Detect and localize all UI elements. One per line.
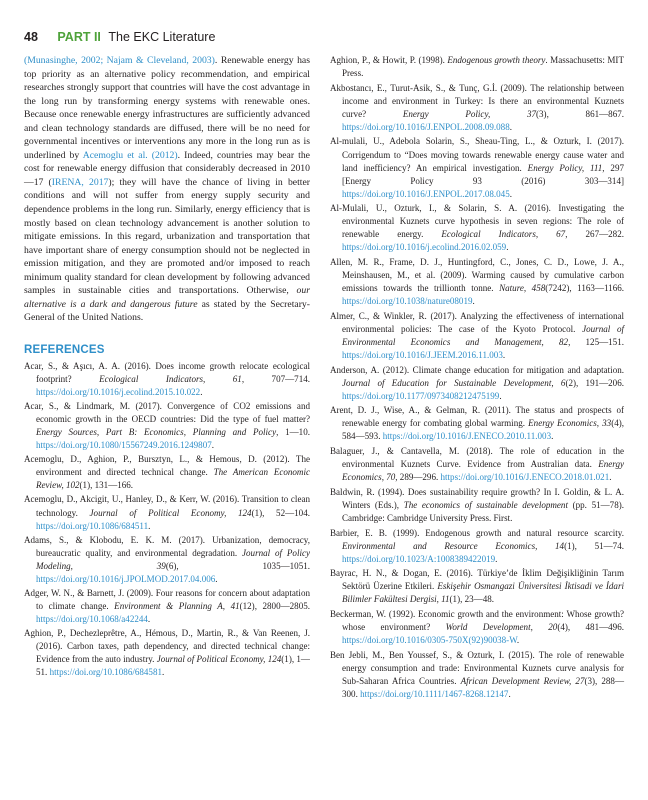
reference-entry bbox=[330, 135, 624, 200]
reference-text: . bbox=[211, 440, 215, 451]
reference-entry bbox=[330, 404, 624, 443]
body-paragraph bbox=[24, 54, 310, 325]
reference-text: (4), 584—593. bbox=[342, 418, 624, 442]
reference-text: Bayrac, H. N., & Dogan, E. (2016). Türkiye’de İklim Değişikliğinin Tarım Sektörü Üzerine Etkileri. bbox=[330, 568, 624, 592]
citation-link[interactable]: (Munasinghe, 2002; Najam & Cleveland, 2003) bbox=[24, 55, 215, 66]
reference-text: , 707—714. bbox=[241, 374, 310, 385]
journal-title: Endogenous growth theory bbox=[447, 55, 546, 65]
doi-link[interactable]: https://doi.org/10.1016/J.ENPOL.2008.09.088 bbox=[342, 121, 510, 132]
reference-text: (1), 1—51. bbox=[36, 654, 310, 678]
reference-entry bbox=[330, 567, 624, 606]
reference-text: . bbox=[509, 121, 512, 132]
journal-title: Energy Policy, 37 bbox=[402, 108, 537, 119]
doi-link[interactable]: https://doi.org/10.1068/a42244 bbox=[36, 613, 148, 624]
journal-title: Environmental and Resource Economics, 14 bbox=[342, 540, 565, 551]
journal-title: Nature, 458 bbox=[499, 283, 546, 294]
reference-text: . bbox=[609, 472, 612, 483]
reference-entry bbox=[330, 54, 624, 80]
body-text: . Indeed, countries may bear the cost for renewable energy diffusion that considerably decreased in 2010—17 ( bbox=[24, 149, 310, 188]
reference-text: (pp. 51—78). Cambridge: Cambridge University Press. First. bbox=[342, 499, 625, 523]
reference-text: Acar, S., & Aşıcı, A. A. (2016). Does income growth relocate ecological footprint? bbox=[24, 360, 310, 385]
journal-title: Environment & Planning A, 41 bbox=[114, 600, 240, 611]
body-text: as stated by the Secretary-General of the United Nations. bbox=[24, 298, 310, 324]
reference-text: . bbox=[499, 390, 502, 401]
reference-text: (1), 51—74. bbox=[564, 540, 624, 551]
reference-text: . Massachusetts: MIT Press. bbox=[342, 55, 624, 79]
reference-text: Balaguer, J., & Cantavella, M. (2018). The role of education in the environmental Kuznets Curve. Evidence from Australian data. bbox=[330, 446, 624, 470]
journal-title: Journal of Environmental Economics and Management, 82 bbox=[342, 323, 624, 347]
reference-entry bbox=[330, 527, 624, 566]
reference-text: Anderson, A. (2012). Climate change education for mitigation and adaptation. bbox=[330, 364, 624, 375]
references-heading: REFERENCES bbox=[24, 343, 105, 356]
reference-entry bbox=[330, 364, 624, 403]
reference-text: Adams, S., & Klobodu, E. K. M. (2017). Urbanization, democracy, bureaucratic quality, and environmental degradation. bbox=[24, 534, 310, 558]
reference-text: (2), 191—206. bbox=[565, 377, 624, 388]
reference-text: (1), 131—166. bbox=[79, 480, 134, 491]
reference-entry bbox=[24, 587, 310, 626]
doi-link[interactable]: https://doi.org/10.1111/1467-8268.12147 bbox=[360, 688, 509, 699]
reference-text: Allen, M. R., Frame, D. J., Huntingford, C., Jones, C. D., Lowe, J. A., Meinshausen, M., et al. (2009). Warming caused by cumulative carbon emissions towards the trillionth tonne. bbox=[330, 257, 624, 294]
reference-entry bbox=[24, 627, 310, 679]
reference-text: . bbox=[215, 573, 218, 584]
reference-text: , 297 [Energy Policy 93 (2016) 303—314] bbox=[342, 162, 624, 186]
reference-text: . bbox=[502, 350, 506, 360]
reference-text: Baldwin, R. (1994). Does sustainability require growth? In I. Goldin, & L. A. Winters (Eds.), bbox=[330, 486, 624, 510]
reference-entry bbox=[330, 82, 624, 134]
reference-entry bbox=[24, 493, 310, 532]
reference-text: Aghion, P., & Howit, P. (1998). bbox=[330, 55, 448, 65]
part-label: PART II bbox=[57, 30, 101, 44]
reference-text: Acemoglu, D., Aghion, P., Bursztyn, L., & Hemous, D. (2012). The environment and directed technical change. bbox=[24, 454, 310, 478]
reference-text: Acemoglu, D., Akcigit, U., Hanley, D., & Kerr, W. (2016). Transition to clean technology. bbox=[24, 494, 310, 518]
reference-text: (4), 481—496. bbox=[557, 622, 624, 633]
reference-text: (7242), 1163—1166. bbox=[545, 283, 625, 294]
reference-text: Almer, C., & Winkler, R. (2017). Analyzing the effectiveness of international environmental policies: The case of the Kyoto Protocol. bbox=[330, 310, 624, 334]
doi-link[interactable]: https://doi.org/10.1086/684581 bbox=[49, 667, 163, 678]
citation-link[interactable]: IRENA, 2017 bbox=[51, 176, 109, 188]
reference-entry bbox=[24, 534, 310, 586]
doi-link[interactable]: https://doi.org/10.1177/0973408212475199 bbox=[342, 390, 500, 401]
reference-text: Aghion, P., Dechezleprêtre, A., Hémous, D., Martin, R., & Van Reenen, J. (2016). Carbon taxes, path dependency, and directed technical change: Evidence from the auto industry. bbox=[24, 627, 310, 665]
reference-text: (12), 2800—2805. bbox=[239, 600, 310, 611]
journal-title: World Development, 20 bbox=[445, 622, 558, 633]
reference-text: , 289—296. bbox=[395, 472, 441, 483]
reference-entry bbox=[330, 608, 624, 647]
page-header bbox=[24, 30, 215, 44]
reference-text: . bbox=[200, 387, 203, 398]
doi-link[interactable]: https://doi.org/10.1016/j.JPOLMOD.2017.04.006 bbox=[36, 573, 216, 584]
reference-text: (3), 288—300. bbox=[342, 675, 624, 699]
reference-text: Arent, D. J., Wise, A., & Gelman, R. (2011). The status and prospects of renewable energy for combating global warming. bbox=[330, 405, 624, 429]
citation-link[interactable]: Acemoglu et al. (2012) bbox=[82, 149, 178, 161]
reference-entry bbox=[330, 445, 624, 484]
references-list-right bbox=[330, 54, 624, 701]
reference-text: (3), 861—867. bbox=[536, 108, 625, 119]
reference-entry bbox=[24, 400, 310, 452]
reference-entry bbox=[24, 360, 310, 399]
reference-text: . bbox=[508, 688, 511, 699]
doi-link[interactable]: https://doi.org/10.1016/J.JEEM.2016.11.003 bbox=[342, 350, 503, 360]
reference-entry bbox=[330, 649, 624, 701]
reference-text: Al-Mulali, U., Ozturk, I., & Solarin, S. A. (2016). Investigating the environmental Kuznets curve hypothesis in seven regions: The role of renewable energy. bbox=[330, 203, 624, 240]
doi-link[interactable]: https://doi.org/10.1016/J.ENECO.2010.11.003 bbox=[382, 431, 552, 442]
journal-title: Journal of Education for Sustainable Development, 6 bbox=[342, 377, 566, 388]
reference-entry bbox=[330, 202, 624, 254]
journal-title: Energy Economics, 33 bbox=[528, 418, 612, 429]
reference-text: . bbox=[147, 613, 151, 624]
reference-text: . bbox=[506, 242, 509, 253]
reference-text: . bbox=[472, 296, 475, 307]
reference-text: Acar, S., & Lindmark, M. (2017). Convergence of CO2 emissions and economic growth in the OECD countries: Did the type of fuel matter? bbox=[24, 401, 310, 425]
reference-entry bbox=[330, 310, 624, 362]
journal-title: African Development Review, 27 bbox=[460, 675, 585, 686]
reference-text: , 125—151. bbox=[568, 336, 624, 347]
journal-title: The American Economic Review, 102 bbox=[36, 467, 310, 491]
journal-title: The economics of sustainable development bbox=[403, 499, 568, 510]
journal-title: Ecological Indicators, 61 bbox=[99, 374, 242, 385]
doi-link[interactable]: https://doi.org/10.1016/J.ENECO.2018.01.021 bbox=[440, 472, 610, 483]
reference-text: , 1—10. bbox=[276, 427, 310, 438]
reference-text: Beckerman, W. (1992). Economic growth and the environment: Whose growth? whose environment? bbox=[330, 609, 624, 633]
reference-text: Ben Jebli, M., Ben Youssef, S., & Ozturk, I. (2015). The role of renewable energy consumption and trade: Environmental Kuznets curve analysis for Sub-Saharan Africa Countries. bbox=[330, 649, 624, 686]
body-text: . Renewable energy has top priority as an alternative policy recommendation, and empirical researches strongly support that countries will have the cost advantage in the long run by transforming energy systems with renewable ones. Because once renewable energy infrastructures are sufficiently advanced and clean technology standards are diffused, there will be no need for governmental incentives or interventions any more in the long run as is underlined by bbox=[24, 55, 310, 161]
doi-link[interactable]: https://doi.org/10.1016/j.ecolind.2015.10.022 bbox=[36, 387, 201, 398]
page-number: 48 bbox=[24, 30, 38, 44]
reference-text: . bbox=[516, 635, 520, 646]
doi-link[interactable]: https://doi.org/10.1016/j.ecolind.2016.02.059 bbox=[342, 242, 507, 253]
journal-title: Journal of Policy Modeling, 39 bbox=[36, 547, 310, 571]
reference-text: . bbox=[148, 520, 151, 531]
emphasis-text: our alternative is a dark and dangerous future bbox=[24, 285, 310, 310]
doi-link[interactable]: https://doi.org/10.1016/J.ENPOL.2017.08.045 bbox=[342, 188, 510, 199]
reference-text: . bbox=[509, 188, 512, 199]
reference-text: Barbier, E. B. (1999). Endogenous growth and natural resource scarcity. bbox=[330, 527, 624, 538]
reference-entry bbox=[330, 486, 624, 525]
reference-text: Al-mulali, U., Adebola Solarin, S., Sheau-Ting, L., & Ozturk, I. (2017). Corrigendum to “Does moving towards renewable energy cause water and land inefficiency? An empirical investigation. bbox=[330, 136, 624, 173]
left-column bbox=[24, 54, 310, 680]
journal-title: Ecological Indicators, 67 bbox=[441, 229, 566, 240]
references-list-left bbox=[24, 360, 310, 679]
reference-entry bbox=[330, 256, 624, 308]
book-title: The EKC Literature bbox=[108, 30, 216, 44]
journal-title: Energy Sources, Part B: Economics, Planning and Policy bbox=[36, 427, 277, 438]
reference-entry bbox=[24, 453, 310, 492]
journal-title: Journal of Political Economy, 124 bbox=[156, 654, 282, 665]
reference-text: Adger, W. N., & Barnett, J. (2009). Four reasons for concern about adaptation to climate change. bbox=[24, 587, 310, 611]
reference-text: Akbostancı, E., Turut-Asik, S., & Tunç, G.İ. (2009). The relationship between income and environment in Turkey: Is there an environmental Kuznets curve? bbox=[330, 82, 624, 119]
journal-title: Eskişehir Osmangazi Üniversitesi İktisadi ve İdari Bilimler Fakültesi Dergisi, 11 bbox=[342, 581, 624, 605]
doi-link[interactable]: https://doi.org/10.1080/15567249.2016.1249807 bbox=[36, 440, 212, 451]
body-text: ); they will have the chance of living in better conditions and will not suffer from energy supply security and dependence problems in the long run. Similarly, energy efficiency that is mostly based on clean technology advancement is another solution to mitigate emissions. In this regard, urbanization and transportation that have important share of energy consumption should not be neglected in emission mitigation, and they are promoted and/or imposed to reach minimum quality standard for clean development by following advanced samples in sustainable cities and transportations. Otherwise, bbox=[24, 176, 310, 297]
reference-text: , 267—282. bbox=[565, 229, 624, 240]
doi-link[interactable]: https://doi.org/10.1023/A:1008389422019 bbox=[342, 553, 496, 564]
reference-text: . bbox=[162, 667, 165, 678]
doi-link[interactable]: https://doi.org/10.1016/0305-750X(92)90038-W bbox=[342, 635, 517, 646]
doi-link[interactable]: https://doi.org/10.1038/nature08019 bbox=[342, 296, 473, 307]
reference-text: . bbox=[495, 553, 498, 564]
reference-text: (6), 1035—1051. bbox=[165, 560, 310, 571]
journal-title: Journal of Political Economy, 124 bbox=[89, 507, 252, 518]
reference-text: (1), 23—48. bbox=[449, 594, 495, 605]
doi-link[interactable]: https://doi.org/10.1086/684511 bbox=[36, 520, 149, 531]
reference-text: . bbox=[551, 431, 554, 442]
reference-text: (1), 52—104. bbox=[251, 507, 310, 518]
right-column bbox=[330, 54, 624, 703]
journal-title: Energy Policy, 111 bbox=[527, 162, 603, 173]
journal-title: Energy Economics, 70 bbox=[342, 459, 624, 483]
